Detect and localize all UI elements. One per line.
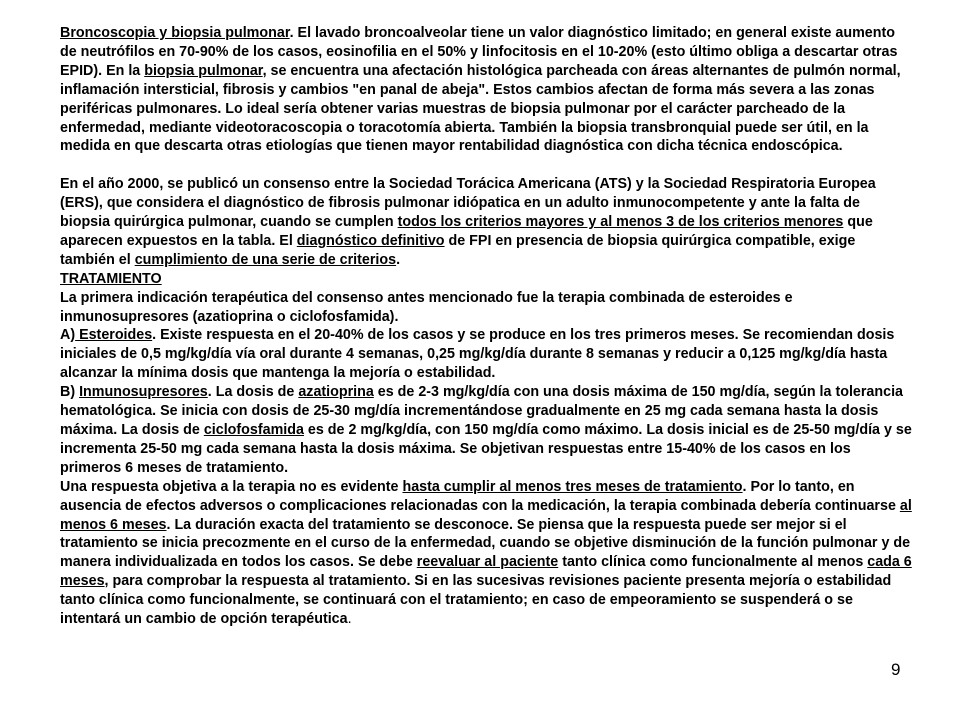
text-run: . La duración exacta del tratamiento se desconoce. Se piensa que la respuesta puede ser mejor si el tratamiento se inicia precozmente en el curso de la enfermedad, cuando se objetive disminución de la función pulmonar y de manera individualizada en todos los casos. Se debe	[60, 516, 911, 571]
paragraph-immunosuppressants	[60, 383, 912, 478]
underlined-term: todos los criterios mayores y al menos 3 de los criterios menores	[397, 214, 844, 231]
underlined-term: cada 6 meses	[60, 554, 912, 590]
paragraph-steroids	[60, 326, 912, 383]
underlined-term: diagnóstico definitivo	[296, 232, 445, 249]
page-number: 9	[891, 660, 901, 679]
section-title-bronchoscopy: Broncoscopia y biopsia pulmonar	[60, 25, 290, 41]
text-run: .	[347, 611, 352, 628]
underlined-term: al menos 6 meses	[60, 497, 912, 533]
text-run: tanto clínica como funcionalmente al menos	[558, 554, 868, 571]
text-run: . Existe respuesta en el 20-40% de los casos y se produce en los tres primeros meses. Se recomiendan dosis iniciales de 0,5 mg/kg/día vía oral durante 4 semanas, 0,25 mg/kg/día durante 8 semanas y reducir a 0,125 mg/kg/día hasta alcanzar la mínima dosis que mantenga la mejoría o estabilidad.	[60, 327, 895, 382]
underlined-term: Esteroides	[75, 327, 153, 344]
text-run: , se encuentra una afectación histológica parcheada con áreas alternantes de pulmón normal, inflamación intersticial, fibrosis y cambios "en panal de abeja". Estos cambios afectan de forma más severa a las zonas periféricas pulmonares. Lo ideal sería obtener varias muestras de biopsia pulmonar por el carácter parcheado de la enfermedad, mediante videotoracoscopia o toracotomía abierta. También la biopsia transbronquial puede ser útil, en la medida en que descarta otras etiologías que tienen mayor rentabilidad diagnóstica con dicha técnica endoscópica.	[60, 62, 901, 155]
paragraph-bronchoscopy	[60, 24, 912, 156]
underlined-term: cumplimiento de una serie de criterios	[134, 251, 397, 268]
text-run: es de 2-3 mg/kg/día con una dosis máxima de 150 mg/día, según la tolerancia hematológica. Se inicia con dosis de 25-30 mg/día incrementándose gradualmente en 25 mg cada semana hasta la dosis máxima. La dosis de	[60, 384, 903, 439]
text-run: . El lavado broncoalveolar tiene un valor diagnóstico limitado; en general existe aumento de neutrófilos en 70-90% de los casos, eosinofilia en el 50% y linfocitosis en el 10-20% (esto último obliga a descartar otras EPID). En la	[60, 25, 898, 79]
underlined-term: azatioprina	[298, 384, 374, 401]
text-run: . Por lo tanto, en ausencia de efectos adversos o complicaciones relacionadas con la medicación, la terapia combinada debería continuarse	[60, 478, 900, 514]
underlined-term: Inmunosupresores	[79, 384, 208, 401]
paragraph-spacer	[60, 156, 912, 175]
document-body	[60, 24, 912, 629]
text-run: .	[396, 251, 401, 268]
text-run: . La dosis de	[207, 384, 299, 401]
paragraph-response	[60, 478, 912, 629]
text-run: , para comprobar la respuesta al tratamiento. Si en las sucesivas revisiones paciente presenta mejoría o estabilidad tanto clínica como funcionalmente, se continuará con el tratamiento; en caso de empeoramiento se suspenderá o se intentará un cambio de opción terapéutica	[60, 573, 892, 628]
paragraph-consensus	[60, 175, 912, 270]
text-run: En el año 2000, se publicó un consenso entre la Sociedad Torácica Americana (ATS) y la Sociedad Respiratoria Europea (ERS), que considera el diagnóstico de fibrosis pulmonar idiópatica en un adulto inmunocompetente y ante la falta de biopsia quirúrgica pulmonar, cuando se cumplen	[60, 176, 876, 231]
underlined-term: reevaluar al paciente	[416, 554, 559, 571]
text-run: es de 2 mg/kg/día, con 150 mg/día como máximo. La dosis inicial es de 25-50 mg/día y se incrementa 25-50 mg cada semana hasta la dosis máxima. Se objetivan respuestas entre 15-40% de los casos en los primeros 6 meses de tratamiento.	[60, 422, 912, 476]
paragraph-first-indication: La primera indicación terapéutica del consenso antes mencionado fue la terapia combinada de esteroides e inmunosupresores (azatioprina o ciclofosfamida).	[60, 289, 793, 325]
heading-treatment: TRATAMIENTO	[60, 270, 162, 287]
text-run: de FPI en presencia de biopsia quirúrgica compatible, exige también el	[60, 232, 856, 268]
text-run: que aparecen expuestos en la tabla. El	[60, 214, 873, 249]
underlined-term: ciclofosfamida	[203, 422, 304, 439]
list-marker: B)	[60, 384, 80, 401]
underlined-term: biopsia pulmonar	[144, 62, 263, 79]
list-marker: A)	[60, 327, 76, 344]
text-run: Una respuesta objetiva a la terapia no es evidente	[60, 478, 403, 495]
underlined-term: hasta cumplir al menos tres meses de tratamiento	[402, 478, 743, 495]
